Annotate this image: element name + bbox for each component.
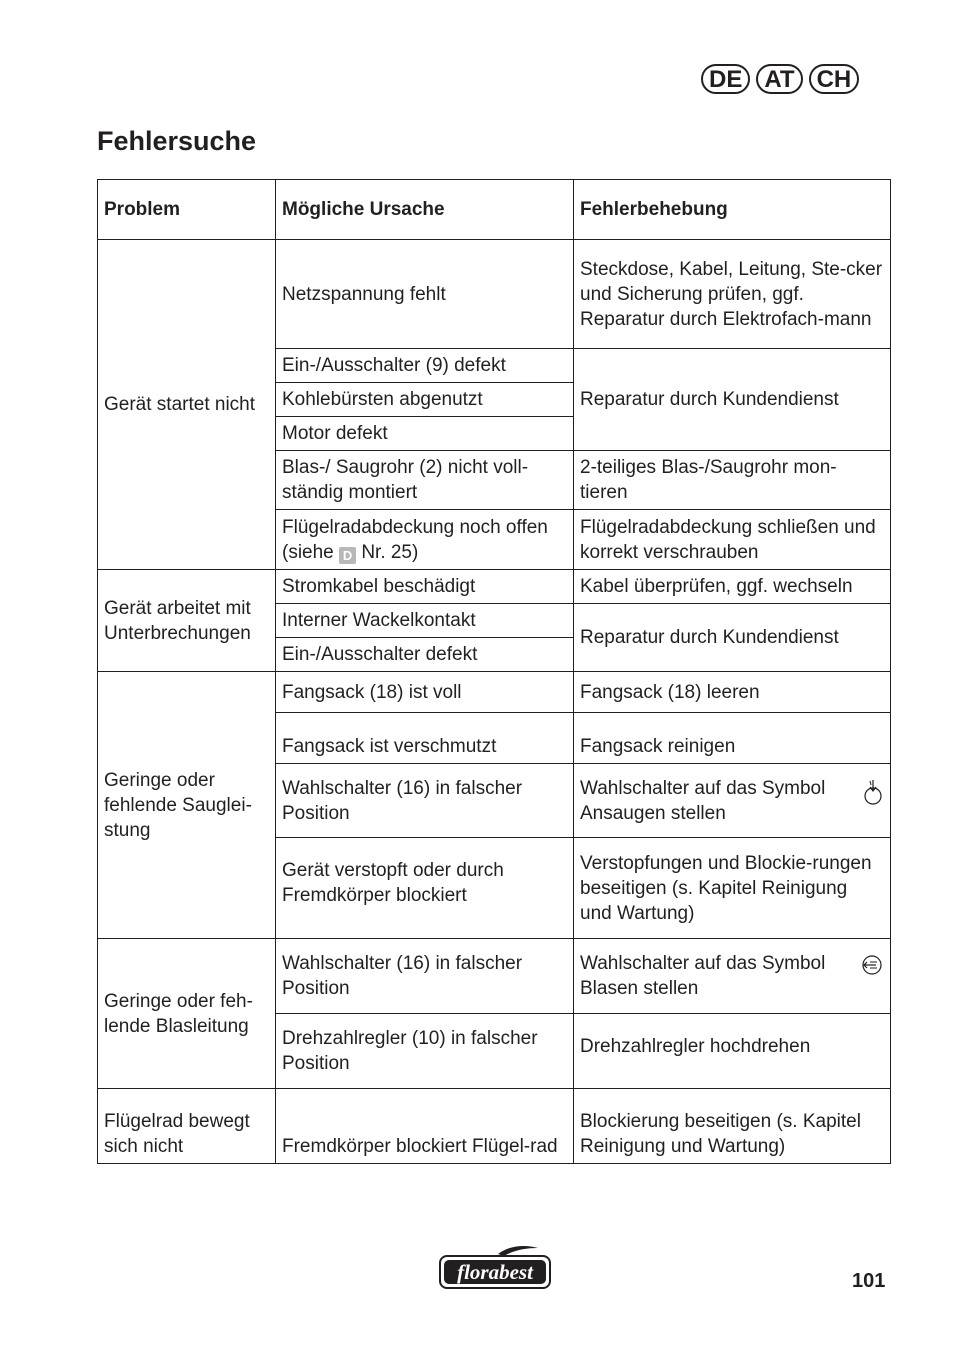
fix-cell: Flügelradabdeckung schließen und korrekt verschrauben [574,510,891,570]
country-badges [701,64,859,94]
cause-cell [276,510,574,570]
table-header-row [98,180,891,240]
fix-cell: 2-teiliges Blas-/Saugrohr mon-tieren [574,451,891,510]
fix-cell: Steckdose, Kabel, Leitung, Ste-cker und Sicherung prüfen, ggf. Reparatur durch Elektrofach-mann [574,240,891,349]
fix-cell: Fangsack (18) leeren [574,672,891,713]
cause-cell: Ein-/Ausschalter (9) defekt [276,349,574,383]
cause-cell: Netzspannung fehlt [276,240,574,349]
country-badge-at: AT [756,64,802,94]
cause-cell: Blas-/ Saugrohr (2) nicht voll-ständig montiert [276,451,574,510]
fix-cell: Drehzahlregler hochdrehen [574,1014,891,1089]
cause-cell: Motor defekt [276,417,574,451]
country-badge-de: DE [701,64,750,94]
cause-cell: Gerät verstopft oder durch Fremdkörper blockiert [276,838,574,939]
cause-cell: Fremdkörper blockiert Flügel-rad [276,1089,574,1164]
header-problem: Problem [98,180,276,240]
table-row [98,240,891,349]
problem-cell: Geringe oder fehlende Sauglei-stung [98,672,276,939]
country-badge-ch: CH [809,64,860,94]
cause-cell: Ein-/Ausschalter defekt [276,638,574,672]
table-row [98,570,891,604]
page-title: Fehlersuche [97,126,257,156]
cause-cell: Kohlebürsten abgenutzt [276,383,574,417]
blow-symbol-icon [860,953,884,977]
header-fix: Fehlerbehebung [574,180,891,240]
table-row [98,1089,891,1164]
problem-cell: Flügelrad bewegt sich nicht [98,1089,276,1164]
fix-cell: Reparatur durch Kundendienst [574,349,891,451]
fix-cell: Kabel überprüfen, ggf. wechseln [574,570,891,604]
fix-cell: Fangsack reinigen [574,713,891,764]
cause-text: Flügelradabdeckung noch offen (siehe [282,516,548,563]
fix-text: Wahlschalter auf das Symbol Blasen stellen [580,953,826,999]
section-d-icon: D [339,547,356,564]
cause-cell: Interner Wackelkontakt [276,604,574,638]
suction-symbol-icon [862,778,884,806]
fix-text: Wahlschalter auf das Symbol Ansaugen stellen [580,777,826,824]
header-cause: Mögliche Ursache [276,180,574,240]
problem-cell: Geringe oder feh-lende Blasleitung [98,939,276,1089]
fix-cell [574,939,891,1014]
logo-text: florabest [457,1260,533,1284]
troubleshooting-table [97,179,891,1164]
cause-cell: Drehzahlregler (10) in falscher Position [276,1014,574,1089]
florabest-logo [438,1244,552,1290]
table-row [98,672,891,713]
cause-cell: Wahlschalter (16) in falscher Position [276,939,574,1014]
cause-cell: Stromkabel beschädigt [276,570,574,604]
fix-cell [574,764,891,838]
cause-cell: Fangsack (18) ist voll [276,672,574,713]
fix-cell: Verstopfungen und Blockie-rungen beseitigen (s. Kapitel Reinigung und Wartung) [574,838,891,939]
problem-cell: Gerät startet nicht [98,240,276,570]
problem-cell: Gerät arbeitet mit Unterbrechungen [98,570,276,672]
fix-cell: Reparatur durch Kundendienst [574,604,891,672]
page-number: 101 [852,1270,886,1292]
cause-cell: Fangsack ist verschmutzt [276,713,574,764]
fix-cell: Blockierung beseitigen (s. Kapitel Reinigung und Wartung) [574,1089,891,1164]
cause-cell: Wahlschalter (16) in falscher Position [276,764,574,838]
cause-text: Nr. 25) [361,541,419,563]
table-row [98,939,891,1014]
